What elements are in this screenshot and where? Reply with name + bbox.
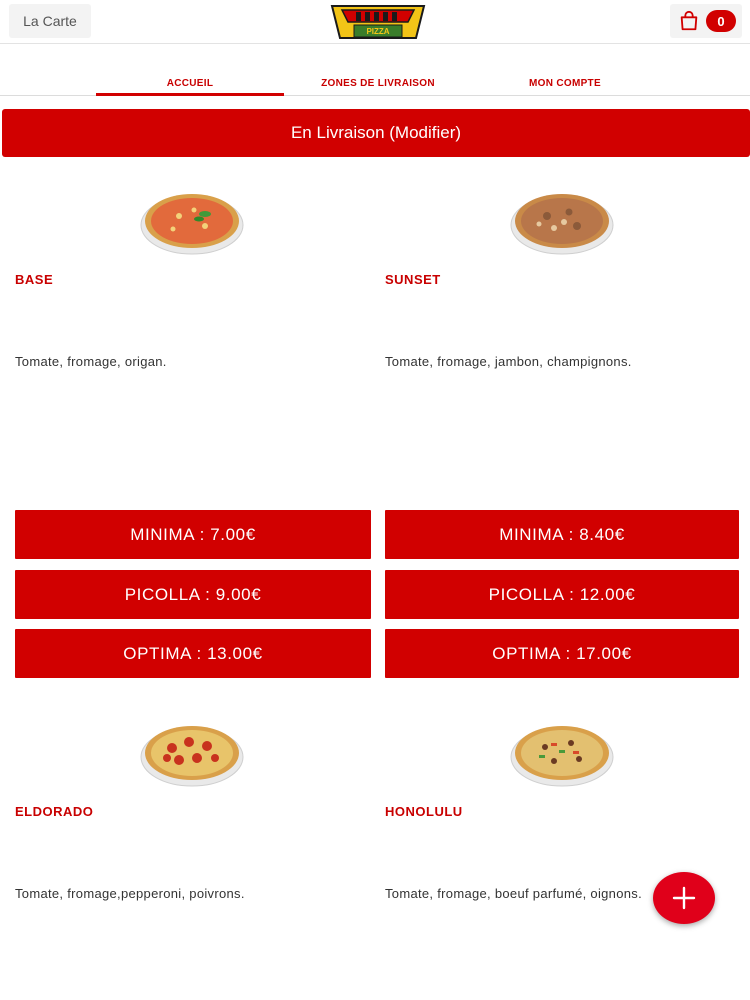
cart-count-badge: 0 — [706, 10, 736, 32]
price-button-optima[interactable] — [15, 629, 371, 678]
app-header — [0, 0, 750, 44]
price-label: OPTIMA : 17.00€ — [492, 643, 632, 663]
menu-button[interactable] — [9, 4, 91, 38]
product-name: BASE — [15, 272, 54, 287]
price-button-picolla[interactable] — [15, 570, 371, 619]
pizza-image — [139, 186, 245, 256]
product-description: Tomate, fromage, origan. — [15, 354, 167, 369]
product-description: Tomate, fromage,pepperoni, poivrons. — [15, 886, 245, 901]
pizza-image — [139, 718, 245, 788]
product-name: SUNSET — [385, 272, 441, 287]
price-button-minima[interactable] — [15, 510, 371, 559]
product-description: Tomate, fromage, jambon, champignons. — [385, 354, 632, 369]
pizza-image — [509, 186, 615, 256]
price-button-optima[interactable] — [385, 629, 739, 678]
product-description: Tomate, fromage, boeuf parfumé, oignons. — [385, 886, 642, 901]
delivery-mode-label: En Livraison (Modifier) — [290, 123, 462, 142]
delivery-mode-button[interactable] — [2, 109, 750, 157]
price-label: PICOLLA : 9.00€ — [124, 584, 262, 604]
price-button-picolla[interactable] — [385, 570, 739, 619]
add-fab-button[interactable] — [653, 872, 715, 924]
price-label: PICOLLA : 12.00€ — [488, 584, 636, 604]
cart-button[interactable] — [670, 4, 742, 38]
nav-tabs — [0, 74, 750, 96]
product-name: HONOLULU — [385, 804, 463, 819]
tab-zones-de-livraison[interactable]: ZONES DE LIVRAISON — [321, 78, 435, 89]
pizza-image — [509, 718, 615, 788]
price-label: MINIMA : 8.40€ — [499, 524, 625, 544]
price-button-minima[interactable] — [385, 510, 739, 559]
brand-logo[interactable] — [330, 0, 426, 44]
price-label: MINIMA : 7.00€ — [130, 524, 256, 544]
menu-button-label: La Carte — [23, 13, 77, 29]
tab-accueil[interactable]: ACCUEIL — [96, 74, 284, 96]
price-label: OPTIMA : 13.00€ — [123, 643, 263, 663]
plus-icon — [672, 886, 696, 910]
shopping-bag-icon — [678, 10, 700, 32]
product-name: ELDORADO — [15, 804, 94, 819]
logo-text: PIZZA — [366, 27, 390, 36]
tab-mon-compte[interactable]: MON COMPTE — [529, 78, 601, 89]
